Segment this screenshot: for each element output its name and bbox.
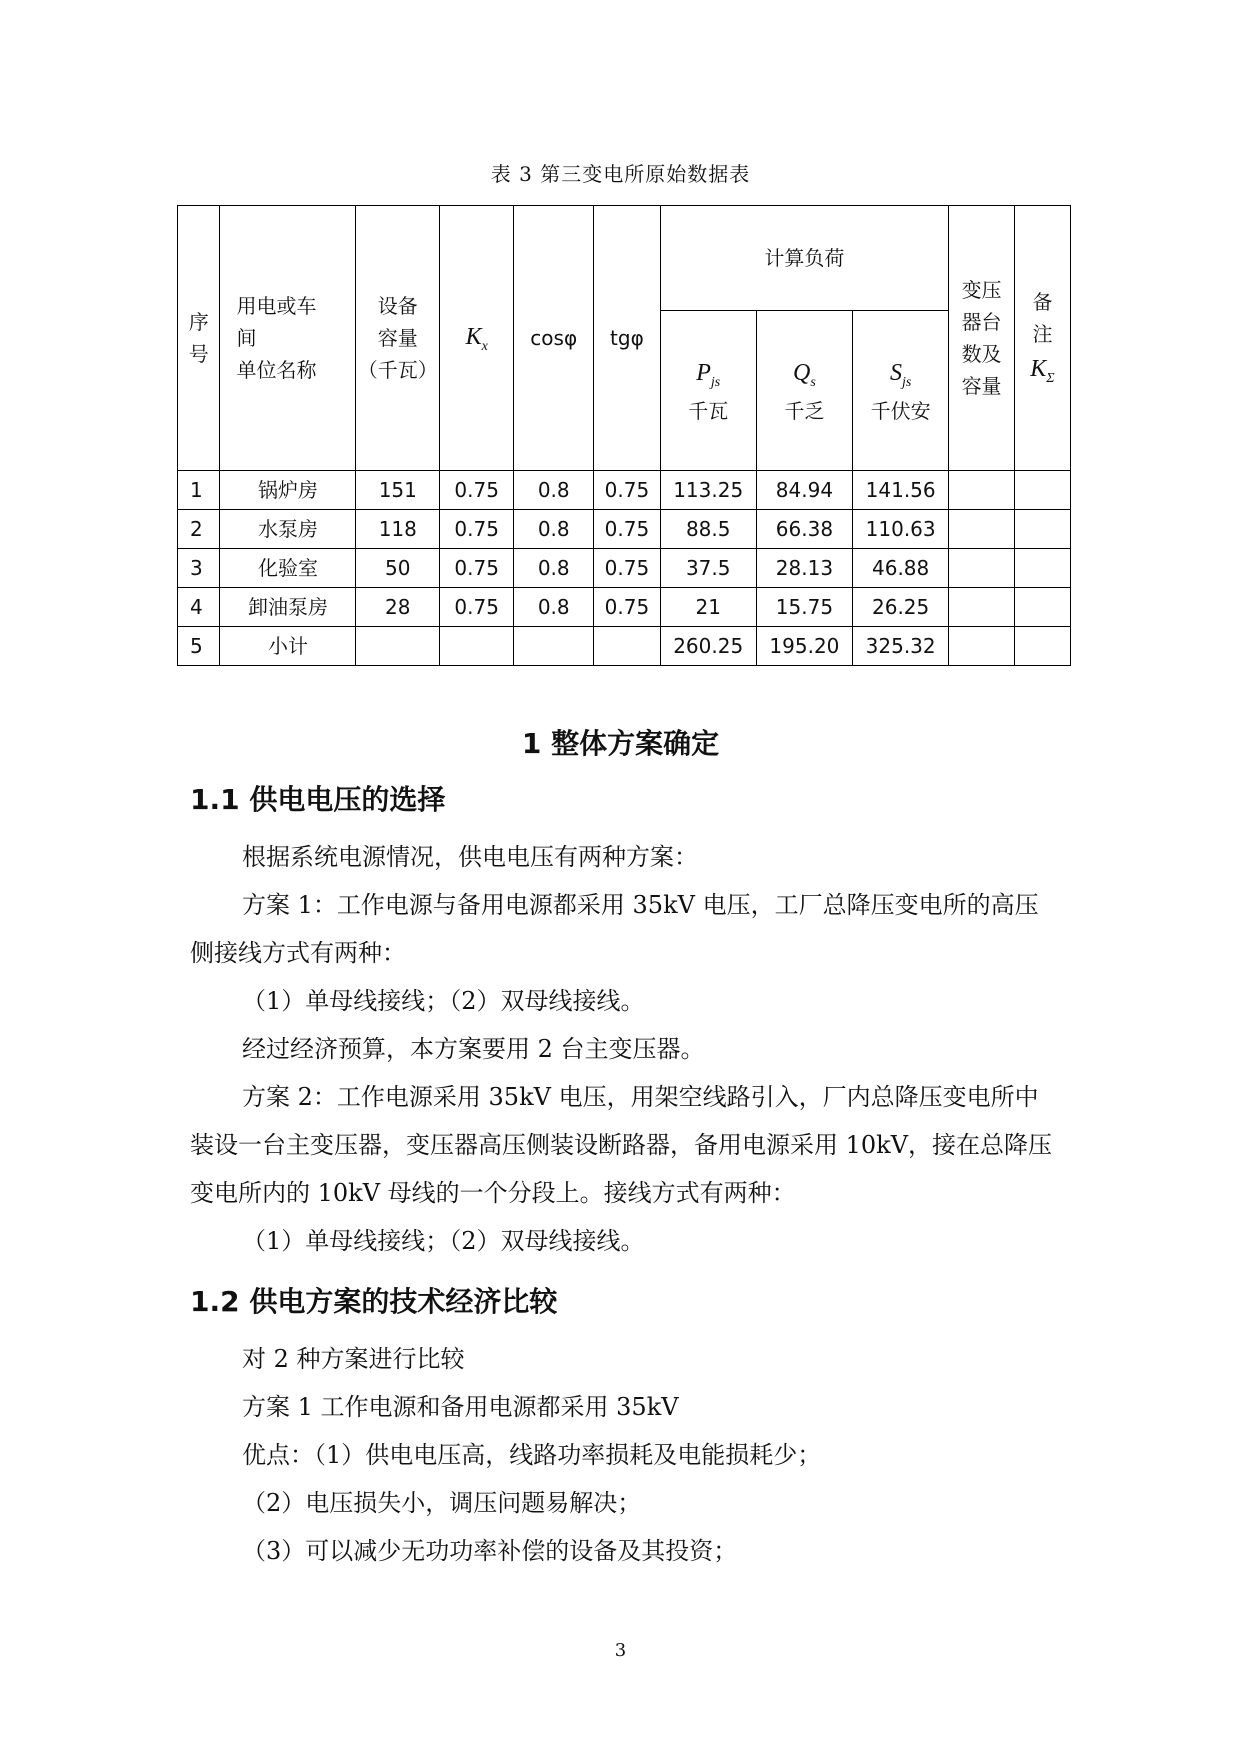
cell: 118 bbox=[356, 510, 440, 549]
cell: 0.75 bbox=[594, 549, 660, 588]
cell: 141.56 bbox=[853, 471, 949, 510]
cell: 水泵房 bbox=[220, 510, 356, 549]
cell: 84.94 bbox=[756, 471, 852, 510]
cell: 0.75 bbox=[594, 510, 660, 549]
page-number: 3 bbox=[614, 1640, 627, 1661]
paragraph: （1）单母线接线；（2）双母线接线。 bbox=[242, 987, 645, 1015]
cell: 28 bbox=[356, 588, 440, 627]
paragraph: （3）可以减少无功功率补偿的设备及其投资； bbox=[242, 1537, 738, 1565]
cell: 21 bbox=[660, 588, 756, 627]
paragraph: 对 2 种方案进行比较 bbox=[242, 1345, 465, 1373]
header-transformer: 变压 器台 数及 容量 bbox=[949, 206, 1015, 471]
header-note: 备 注 $K_\Sigma$ bbox=[1014, 206, 1070, 471]
cell bbox=[949, 510, 1015, 549]
cell bbox=[1014, 510, 1070, 549]
cell: 0.75 bbox=[594, 471, 660, 510]
paragraph: 经过经济预算，本方案要用 2 台主变压器。 bbox=[242, 1035, 705, 1063]
cell: 小计 bbox=[220, 627, 356, 666]
paragraph: 方案 1：工作电源与备用电源都采用 35kV 电压，工厂总降压变电所的高压侧接线方式有两种： bbox=[190, 891, 1039, 967]
cell: 1 bbox=[178, 471, 220, 510]
header-seq: 序 号 bbox=[178, 206, 220, 471]
cell bbox=[1014, 549, 1070, 588]
header-pjs: $P_{js}$ 千瓦 bbox=[660, 311, 756, 471]
cell: 0.75 bbox=[440, 588, 514, 627]
cell: 113.25 bbox=[660, 471, 756, 510]
cell bbox=[949, 627, 1015, 666]
cell bbox=[1014, 471, 1070, 510]
cell: 26.25 bbox=[853, 588, 949, 627]
table-row bbox=[178, 510, 1071, 549]
cell bbox=[1014, 588, 1070, 627]
table-row bbox=[178, 471, 1071, 510]
cell: 3 bbox=[178, 549, 220, 588]
cell: 46.88 bbox=[853, 549, 949, 588]
table-caption: 表 3 第三变电所原始数据表 bbox=[490, 162, 751, 186]
section-heading: 1 整体方案确定 bbox=[521, 727, 720, 760]
table-row bbox=[178, 627, 1071, 666]
paragraph: 方案 1 工作电源和备用电源都采用 35kV bbox=[242, 1393, 679, 1421]
cell: 88.5 bbox=[660, 510, 756, 549]
cell: 锅炉房 bbox=[220, 471, 356, 510]
header-sjs: $S_{js}$ 千伏安 bbox=[853, 311, 949, 471]
cell: 0.8 bbox=[514, 588, 594, 627]
paragraph: （2）电压损失小，调压问题易解决； bbox=[242, 1489, 642, 1517]
cell: 0.8 bbox=[514, 510, 594, 549]
cell: 0.75 bbox=[440, 510, 514, 549]
cell: 325.32 bbox=[853, 627, 949, 666]
cell bbox=[594, 627, 660, 666]
cell: 0.75 bbox=[440, 549, 514, 588]
header-qs: $Q_s$ 千乏 bbox=[756, 311, 852, 471]
data-table bbox=[177, 205, 1071, 666]
cell bbox=[949, 549, 1015, 588]
cell: 28.13 bbox=[756, 549, 852, 588]
header-kx: $K_x$ bbox=[440, 206, 514, 471]
cell: 5 bbox=[178, 627, 220, 666]
cell: 化验室 bbox=[220, 549, 356, 588]
cell: 66.38 bbox=[756, 510, 852, 549]
subsection-heading-1-2: 1.2 供电方案的技术经济比较 bbox=[190, 1285, 558, 1318]
header-capacity: 设备 容量 （千瓦） bbox=[356, 206, 440, 471]
cell: 37.5 bbox=[660, 549, 756, 588]
subsection-heading-1-1: 1.1 供电电压的选择 bbox=[190, 783, 446, 816]
cell bbox=[949, 471, 1015, 510]
cell: 0.75 bbox=[440, 471, 514, 510]
cell bbox=[440, 627, 514, 666]
cell: 260.25 bbox=[660, 627, 756, 666]
cell bbox=[514, 627, 594, 666]
cell: 50 bbox=[356, 549, 440, 588]
cell: 0.75 bbox=[594, 588, 660, 627]
paragraph: 优点：（1）供电电压高，线路功率损耗及电能损耗少； bbox=[242, 1441, 822, 1469]
cell: 0.8 bbox=[514, 549, 594, 588]
cell: 110.63 bbox=[853, 510, 949, 549]
cell: 4 bbox=[178, 588, 220, 627]
paragraph: 根据系统电源情况，供电电压有两种方案： bbox=[242, 843, 698, 871]
paragraph: 方案 2：工作电源采用 35kV 电压，用架空线路引入，厂内总降压变电所中装设一台主变压器，变压器高压侧装设断路器，备用电源采用 10kV，接在总降压变电所内的 10kV 母线的一个分段上。接线方式有两种： bbox=[190, 1083, 1053, 1207]
header-unit-name: 用电或车 间 单位名称 bbox=[220, 206, 356, 471]
cell: 15.75 bbox=[756, 588, 852, 627]
cell bbox=[1014, 627, 1070, 666]
cell: 151 bbox=[356, 471, 440, 510]
header-cos-phi: cosφ bbox=[514, 206, 594, 471]
header-tg-phi: tgφ bbox=[594, 206, 660, 471]
header-calc-load: 计算负荷 bbox=[660, 206, 949, 311]
cell: 0.8 bbox=[514, 471, 594, 510]
table-row bbox=[178, 549, 1071, 588]
cell bbox=[356, 627, 440, 666]
paragraph: （1）单母线接线；（2）双母线接线。 bbox=[242, 1227, 645, 1255]
table-row bbox=[178, 588, 1071, 627]
cell: 卸油泵房 bbox=[220, 588, 356, 627]
cell bbox=[949, 588, 1015, 627]
cell: 2 bbox=[178, 510, 220, 549]
cell: 195.20 bbox=[756, 627, 852, 666]
